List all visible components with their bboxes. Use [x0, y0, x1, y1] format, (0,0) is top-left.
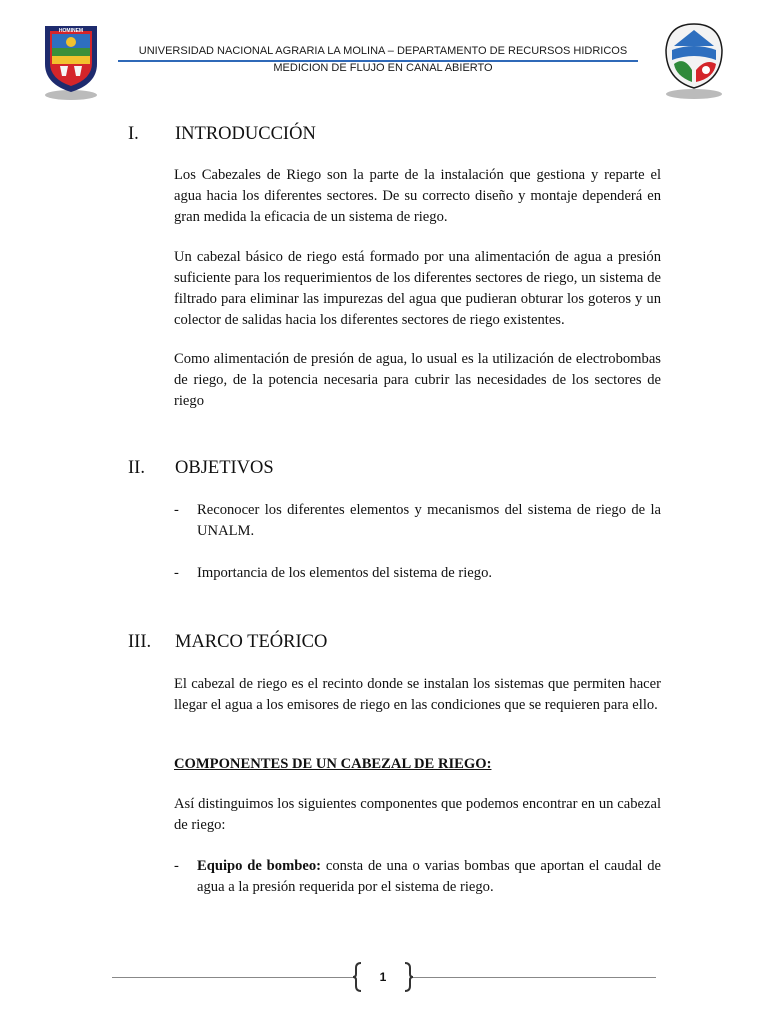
intro-paragraph-2: Un cabezal básico de riego está formado por una alimentación de agua a presión suficiente para los requerimientos de los diferentes sectores de riego, un sistema de filtrado para eliminar las impurezas del agua que pudieran obturar los goteros y un colector de salidas hacia los diferentes sectores de riego existentes. [174, 249, 661, 328]
section-title: INTRODUCCIÓN [175, 124, 316, 144]
bullet-dash: - [174, 502, 179, 518]
section-heading-objetivos [128, 458, 274, 479]
objective-text: Reconocer los diferentes elementos y mecanismos del sistema de riego de la UNALM. [197, 502, 661, 539]
objective-item [174, 500, 661, 542]
header-document-title: MEDICION DE FLUJO EN CANAL ABIERTO [273, 62, 493, 74]
component-description: consta de una o varias bombas que aportan el caudal de agua a la presión requerida por el sistema de riego. [197, 858, 661, 895]
bullet-dash: - [174, 565, 179, 581]
objective-text: Importancia de los elementos del sistema de riego. [197, 565, 493, 581]
objective-item [174, 563, 661, 584]
section-number: III. [128, 632, 152, 652]
section-number: II. [128, 458, 145, 478]
footer-rule-left [112, 977, 356, 978]
university-crest-icon [40, 22, 102, 102]
theory-paragraph-2: Así distinguimos los siguientes componentes que podemos encontrar en un cabezal de riego: [174, 796, 661, 833]
header-university-title: UNIVERSIDAD NACIONAL AGRARIA LA MOLINA – DEPARTAMENTO DE RECURSOS HIDRICOS [138, 45, 628, 57]
bullet-dash: - [174, 858, 179, 874]
left-brace-icon [352, 962, 362, 992]
section-title: OBJETIVOS [175, 458, 274, 478]
section-heading-marco-teorico [128, 632, 327, 653]
section-heading-introduccion [128, 124, 316, 145]
page-number [352, 962, 414, 992]
component-name: Equipo de bombeo: [197, 858, 322, 874]
crest-motto: HOMINEM [58, 28, 84, 34]
department-crest-icon [662, 20, 726, 100]
component-item [174, 856, 661, 898]
footer-rule-right [410, 977, 656, 978]
section-title: MARCO TEÓRICO [175, 632, 328, 652]
page-number-value: 1 [379, 970, 387, 984]
components-subheading: COMPONENTES DE UN CABEZAL DE RIEGO: [174, 756, 492, 772]
intro-paragraph-1: Los Cabezales de Riego son la parte de la instalación que gestiona y reparte el agua hacia los diferentes sectores. De su correcto diseño y montaje dependerá en gran medida la eficacia de un sistema de riego. [174, 167, 661, 225]
intro-paragraph-3: Como alimentación de presión de agua, lo usual es la utilización de electrobombas de riego, de la potencia necesaria para cubrir las necesidades de los sectores de riego [174, 351, 661, 409]
right-brace-icon [404, 962, 414, 992]
section-number: I. [128, 124, 139, 144]
theory-paragraph-1: El cabezal de riego es el recinto donde se instalan los sistemas que permiten hacer llegar el agua a los emisores de riego en las condiciones que se requieren para ello. [174, 676, 661, 713]
